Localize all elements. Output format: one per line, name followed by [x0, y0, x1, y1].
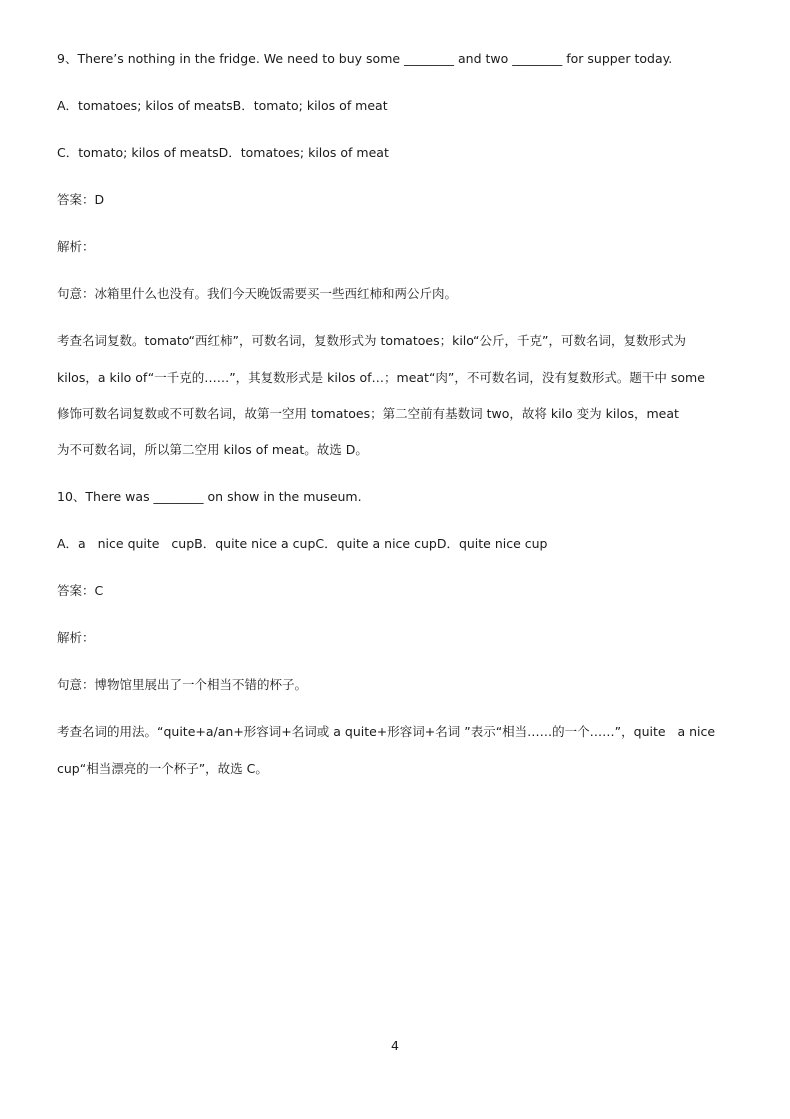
q10-explain-line: 考查名词的用法。“quite+a/an+形容词+名词或 a quite+形容词+名词 ”表示“相当……的一个……”，quite a nice — [57, 724, 716, 739]
page-number: 4 — [391, 1038, 399, 1053]
q10-answer: 答案：C — [57, 583, 104, 598]
q9-explain-line: 为不可数名词，所以第二空用 kilos of meat。故选 D。 — [57, 442, 368, 457]
q10-analysis-label: 解析： — [57, 630, 95, 645]
q9-explain-line: kilos，a kilo of“一千克的……”，其复数形式是 kilos of…；meat“肉”，不可数名词，没有复数形式。题干中 some — [57, 370, 705, 385]
q9-meaning: 句意：冰箱里什么也没有。我们今天晚饭需要买一些西红柿和两公斤肉。 — [57, 286, 458, 301]
q9-answer: 答案：D — [57, 192, 105, 207]
q9-options-cd: C．tomato; kilos of meatsD．tomatoes; kilos of meat — [57, 145, 389, 160]
q9-options-ab: A．tomatoes; kilos of meatsB．tomato; kilos of meat — [57, 98, 388, 113]
q10-meaning: 句意：博物馆里展出了一个相当不错的杯子。 — [57, 677, 308, 692]
q9-explain-line: 修饰可数名词复数或不可数名词，故第一空用 tomatoes；第二空前有基数词 two，故将 kilo 变为 kilos，meat — [57, 406, 679, 421]
q10-explain-line: cup“相当漂亮的一个杯子”，故选 C。 — [57, 761, 268, 776]
q10-options: A．a nice quite cupB．quite nice a cupC．quite a nice cupD．quite nice cup — [57, 536, 548, 551]
q9-stem: 9、There’s nothing in the fridge. We need to buy some ________ and two ________ for supper today. — [57, 51, 673, 66]
q9-explain-line: 考查名词复数。tomato“西红柿”，可数名词，复数形式为 tomatoes；kilo“公斤，千克”，可数名词，复数形式为 — [57, 333, 686, 348]
q10-stem: 10、There was ________ on show in the museum. — [57, 489, 362, 504]
q9-analysis-label: 解析： — [57, 239, 95, 254]
